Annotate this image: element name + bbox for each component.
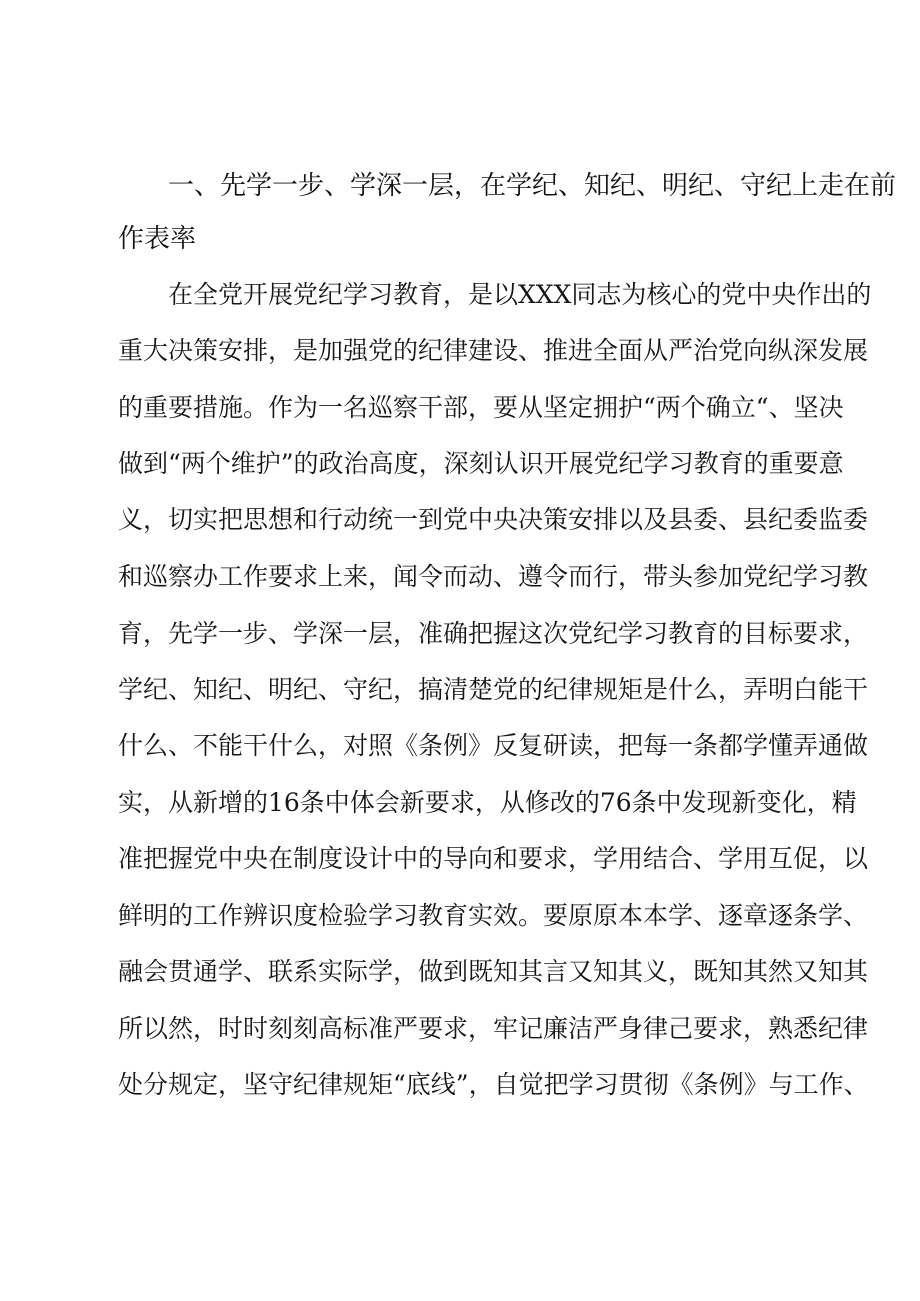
- paragraph-line-1: 在全党开展党纪学习教育，是以XXX同志为核心的党中央作出的: [168, 280, 872, 309]
- section-heading-line-2: 作表率: [118, 224, 197, 254]
- paragraph-line-15: 处分规定，坚守纪律规矩“底线”，自觉把学习贯彻《条例》与工作、: [118, 1070, 869, 1099]
- paragraph-line-2: 重大决策安排，是加强党的纪律建设、推进全面从严治党向纵深发展: [118, 336, 869, 365]
- paragraph-line-7: 育，先学一步、学深一层，准确把握这次党纪学习教育的目标要求，: [118, 619, 869, 648]
- section-heading-line-1: 一、先学一步、学深一层，在学纪、知纪、明纪、守纪上走在前: [168, 171, 897, 201]
- paragraph-line-14: 所以然，时时刻刻高标准严要求，牢记廉洁严身律己要求，熟悉纪律: [118, 1014, 869, 1043]
- paragraph-line-4: 做到“两个维护”的政治高度，深刻认识开展党纪学习教育的重要意: [118, 449, 844, 478]
- paragraph-line-3: 的重要措施。作为一名巡察干部，要从坚定拥护“两个确立“、坚决: [118, 393, 844, 422]
- paragraph-line-9: 什么、不能干什么，对照《条例》反复研读，把每一条都学懂弄通做: [118, 731, 869, 760]
- paragraph-line-5: 义，切实把思想和行动统一到党中央决策安排以及县委、县纪委监委: [118, 505, 869, 534]
- paragraph-line-13: 融会贯通学、联系实际学，做到既知其言又知其义，既知其然又知其: [118, 957, 869, 986]
- paragraph-line-10: 实，从新增的16条中体会新要求，从修改的76条中发现新变化，精: [118, 788, 857, 817]
- paragraph-line-11: 准把握党中央在制度设计中的导向和要求，学用结合、学用互促，以: [118, 844, 869, 873]
- paragraph-line-8: 学纪、知纪、明纪、守纪，搞清楚党的纪律规矩是什么，弄明白能干: [118, 675, 869, 704]
- paragraph-line-12: 鲜明的工作辨识度检验学习教育实效。要原原本本学、逐章逐条学、: [118, 901, 869, 930]
- paragraph-line-6: 和巡察办工作要求上来，闻令而动、遵令而行，带头参加党纪学习教: [118, 562, 869, 591]
